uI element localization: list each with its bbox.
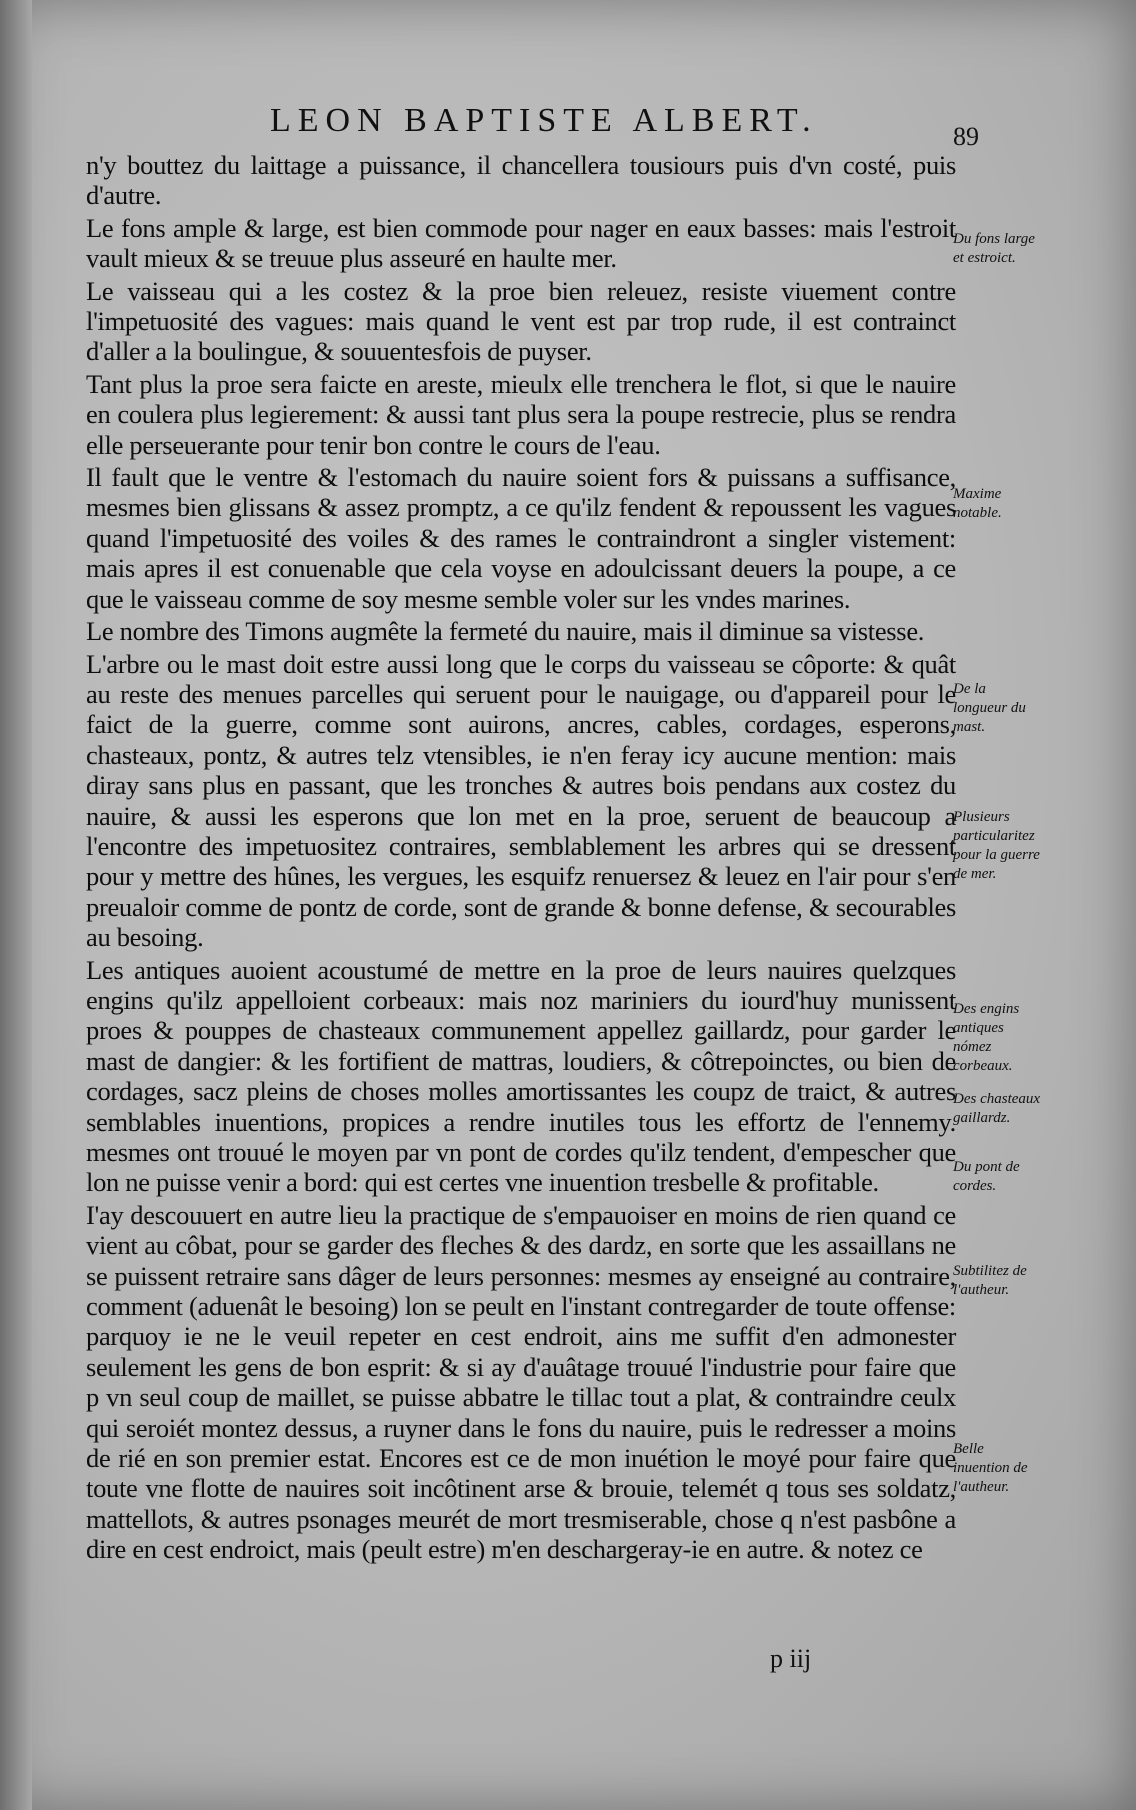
paragraph: n'y bouttez du laittage a puissance, il chancellera tousiours puis d'vn costé, puis d'autre. xyxy=(86,150,956,211)
marginal-note: Plusieurs particularitez pour la guerre de mer. xyxy=(953,809,1040,882)
marginal-note: Des chasteaux gaillardz. xyxy=(953,1091,1041,1126)
paragraph: Tant plus la proe sera faicte en areste, mieulx elle trenchera le flot, si que le nauire en coulera plus legierement: & aussi tant plus sera la poupe restrecie, plus se rendra elle perseuerante pour tenir bon contre le cours de l'eau. xyxy=(86,368,956,460)
page-number: 89 xyxy=(953,122,979,151)
paragraph: Le fons ample & large, est bien commode pour nager en eaux basses: mais l'estroit vault mieux & se treuue plus asseuré en haulte mer. xyxy=(86,212,956,274)
paragraph: Il fault que le ventre & l'estomach du nauire soient fors & puissans a suffisance, mesmes bien glissans & assez promptz, a ce qu'ilz fendent & repoussent les vagues quand l'impetuosité des voiles & des rames le contraindront a singler vistement: mais apres il est conuenable que cela voyse en adoulcissant deuers la poupe, a ce que le vaisseau comme de soy mesme semble voler sur les vndes marines. xyxy=(86,462,956,614)
marginal-note: Du pont de cordes. xyxy=(953,1159,1020,1194)
marginal-note: De la longueur du mast. xyxy=(953,681,1026,735)
page-gutter-shadow xyxy=(0,0,32,1810)
signature-mark: p iij xyxy=(770,1644,812,1673)
paragraph: Les antiques auoient acoustumé de mettre en la proe de leurs nauires quelzques engins qu'ilz appelloient corbeaux: mais noz mariniers du iourd'huy munissent proes & pouppes de chasteaux communement appellez gaillardz, pour garder le mast de dangier: & les fortifient de mattras, loudiers, & côtrepoinctes, ou bien de cordages, sacz pleins de choses molles amortissantes les coupz de traict, & autres semblables inuentions, propices a rendre inutiles tous les effortz de l'ennemy. mesmes ont trouué le moyen par vn pont de cordes qu'ilz tendent, d'empescher que lon ne puisse venir a bord: qui est certes vne inuention tresbelle & profitable. xyxy=(86,954,956,1198)
marginal-note: Du fons large et estroict. xyxy=(953,231,1035,266)
marginal-note: Des engins antiques nómez corbeaux. xyxy=(953,1001,1020,1074)
marginal-note: Maxime notable. xyxy=(953,486,1002,521)
marginal-note: Belle inuention de l'autheur. xyxy=(953,1441,1028,1495)
marginal-note: Subtilitez de l'autheur. xyxy=(953,1263,1027,1298)
paragraph: L'arbre ou le mast doit estre aussi long que le corps du vaisseau se côporte: & quât au reste des menues parcelles qui seruent pour le nauigage, ou d'appareil pour le faict de la guerre, comme sont auirons, ancres, cables, cordages, esperons, chasteaux, pontz, & autres telz vtensibles, ie n'en feray icy aucune mention: mais diray sans plus en passant, que les tronches & autres bois pendans aux costez du nauire, & aussi les esperons que lon met en la proe, seruent de beaucoup a l'encontre des impetuositez contraires, semblablement les arbres qui se dressent pour y mettre des hûnes, les vergues, les esquifz renuersez & leuez en l'air pour s'en preualoir comme de pontz de corde, sont de grande & bonne defense, & secourables au besoing. xyxy=(86,648,956,953)
main-text xyxy=(86,150,956,1565)
paragraph: Le nombre des Timons augmête la fermeté du nauire, mais il diminue sa vistesse. xyxy=(86,616,925,647)
paragraph: I'ay descouuert en autre lieu la practique de s'empauoiser en moins de rien quand ce vient au côbat, pour se garder des fleches & des dardz, en sorte que les assaillans ne se puissent retraire sans dâger de leurs personnes: mesmes ay enseigné au contraire, comment (aduenât le besoing) lon se peult en l'instant contregarder de toute offense: parquoy ie ne le veuil repeter en cest endroit, ains me suffit d'en admonester seulement les gens de bon esprit: & si ay d'auâtage trouué l'industrie pour faire que p vn seul coup de maillet, se puisse abbatre le tillac tout a plat, & contraindre ceulx qui seroiét montez dessus, a ruyner dans le fons du nauire, puis le redresser a moins de rié en son premier estat. Encores est ce de mon inuétion le moyé pour faire que toute vne flotte de nauires soit incôtinent arse & brouie, telemét q tous ses soldatz, mattellots, & autres psonages meurét de mort tresmiserable, chose q n'est pasbône a dire en cest endroict, mais (peult estre) m'en deschargeray-ie en autre. & notez ce xyxy=(86,1199,956,1565)
paragraph: Le vaisseau qui a les costez & la proe bien releuez, resiste viuement contre l'impetuosité des vagues: mais quand le vent est par trop rude, il est contrainct d'aller a la boulingue, & souuentesfois de puyser. xyxy=(86,275,956,367)
running-head: LEON BAPTISTE ALBERT. xyxy=(270,102,818,139)
